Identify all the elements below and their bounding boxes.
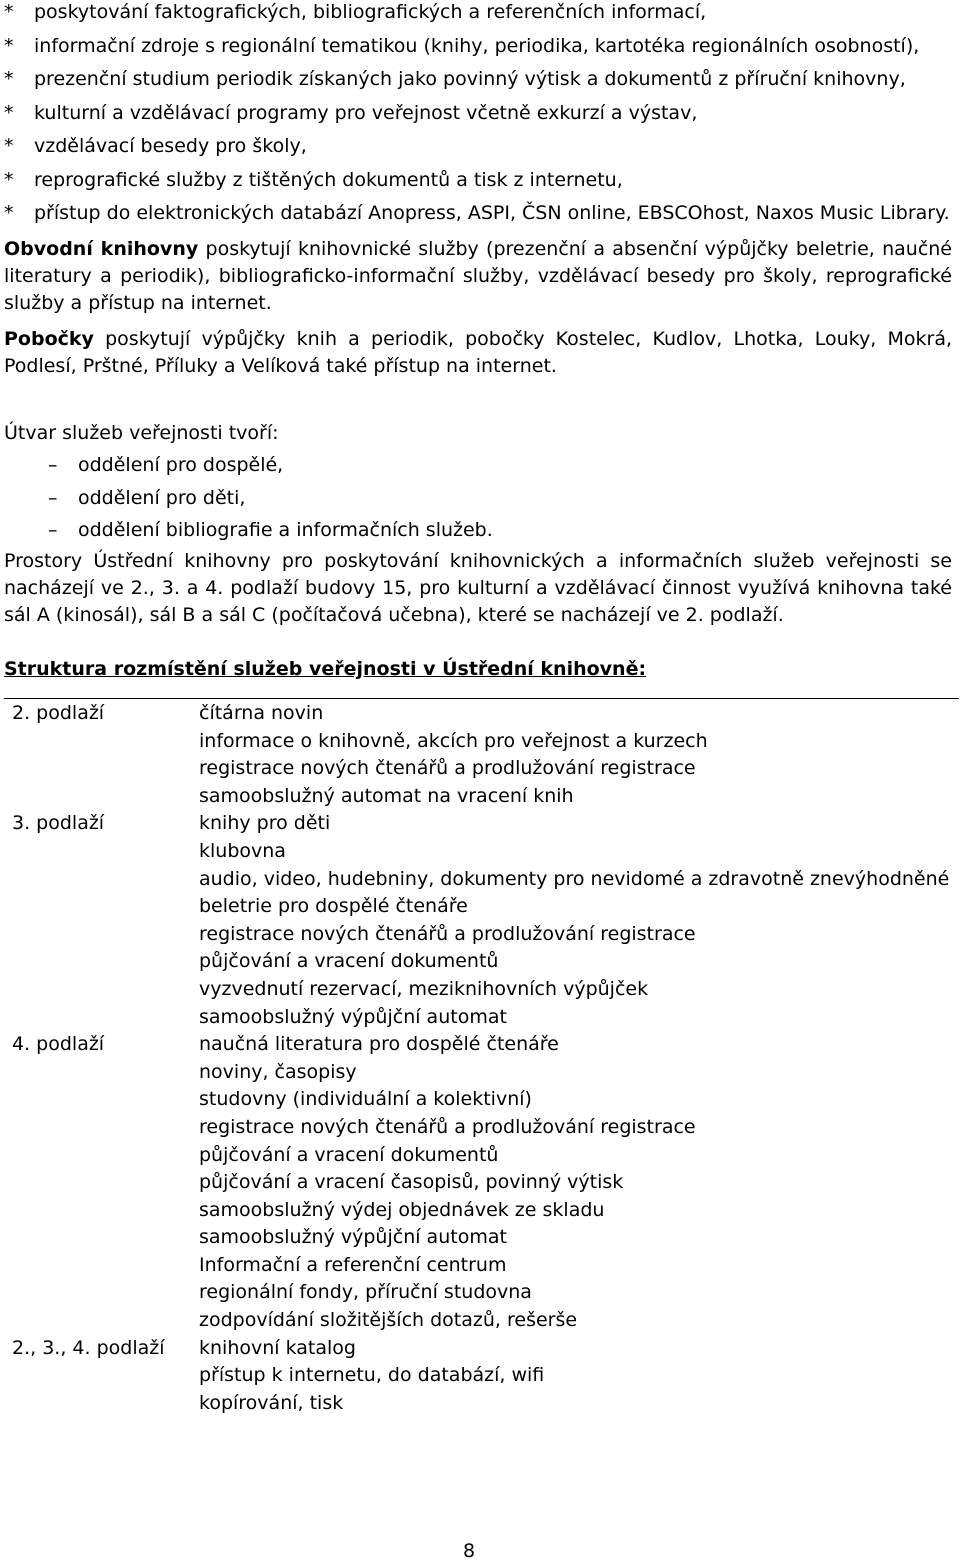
table-top-rule <box>4 698 959 699</box>
floor-item: půjčování a vracení časopisů, povinný výtisk <box>199 1171 624 1194</box>
floor-items <box>199 810 949 1031</box>
floor-item: regionální fondy, příruční studovna <box>199 1281 532 1304</box>
page-number: 8 <box>463 1540 476 1562</box>
floor-item: kopírování, tisk <box>199 1391 344 1414</box>
floor-item: čítárna novin <box>199 702 324 724</box>
bullet-symbol: * <box>4 202 14 224</box>
bullet-symbol: * <box>4 135 14 157</box>
floor-group <box>12 810 952 1031</box>
list-item <box>4 201 954 235</box>
floor-items <box>199 1335 544 1418</box>
pobocky-paragraph <box>4 326 952 380</box>
list-item <box>4 0 954 34</box>
bullet-symbol: * <box>4 34 14 57</box>
list-item <box>4 101 954 135</box>
list-item <box>4 34 954 68</box>
floor-items <box>199 700 708 810</box>
list-item-text: poskytování faktografických, bibliografických a referenčních informací, <box>34 1 707 23</box>
floor-item: knihy pro děti <box>199 812 331 835</box>
floor-item: registrace nových čtenářů a prodlužování registrace <box>199 922 696 945</box>
floor-item: samoobslužný automat na vracení knih <box>199 784 574 807</box>
list-item-text: prezenční studium periodik získaných jako povinný výtisk a dokumentů z příruční knihovny, <box>34 68 906 90</box>
dash-symbol: – <box>48 454 58 476</box>
structure-table <box>12 700 952 1417</box>
bullet-symbol: * <box>4 101 14 124</box>
bullet-symbol: * <box>4 68 14 90</box>
list-item <box>4 168 954 202</box>
floor-label: 2. podlaží <box>12 702 105 724</box>
list-item <box>4 67 954 101</box>
list-item-text: oddělení bibliografie a informačních služeb. <box>78 519 493 541</box>
list-item <box>48 452 493 485</box>
pobocky-text: poskytují výpůjčky knih a periodik, pobočky Kostelec, Kudlov, Lhotka, Louky, Mokrá, Podlesí, Prštné, Příluky a Velíková také přístup na internet. <box>4 328 952 377</box>
structure-heading: Struktura rozmístění služeb veřejnosti v Ústřední knihovně: <box>4 658 647 680</box>
services-bullet-list <box>4 0 954 235</box>
floor-group <box>12 1031 952 1335</box>
floor-label: 2., 3., 4. podlaží <box>12 1336 165 1359</box>
floor-item: audio, video, hudebniny, dokumenty pro nevidomé a zdravotně znevýhodněné <box>199 867 950 890</box>
floor-item: informace o knihovně, akcích pro veřejnost a kurzech <box>199 729 708 752</box>
floor-label: 4. podlaží <box>12 1033 105 1056</box>
list-item-text: oddělení pro děti, <box>78 486 246 509</box>
bullet-symbol: * <box>4 1 14 23</box>
floor-item: půjčování a vracení dokumentů <box>199 1143 499 1166</box>
departments-list <box>48 452 493 550</box>
dash-symbol: – <box>48 519 58 541</box>
dash-symbol: – <box>48 486 58 509</box>
floor-item: registrace nových čtenářů a prodlužování registrace <box>199 1115 696 1138</box>
floor-item: vyzvednutí rezervací, meziknihovních výpůjček <box>199 977 649 1000</box>
list-item-text: oddělení pro dospělé, <box>78 454 284 476</box>
list-item-text: přístup do elektronických databází Anopress, ASPI, ČSN online, EBSCOhost, Naxos Music Library. <box>34 202 950 224</box>
obvodni-knihovny-paragraph <box>4 236 952 317</box>
bullet-symbol: * <box>4 168 14 191</box>
floor-group <box>12 700 952 810</box>
list-item <box>4 134 954 168</box>
list-item-text: informační zdroje s regionální tematikou (knihy, periodika, kartotéka regionálních osobností), <box>34 34 920 57</box>
pobocky-term: Pobočky <box>4 328 94 350</box>
floor-item: přístup k internetu, do databází, wifi <box>199 1364 545 1387</box>
floor-item: studovny (individuální a kolektivní) <box>199 1088 532 1111</box>
floor-item: samoobslužný výpůjční automat <box>199 1005 507 1028</box>
list-item <box>48 517 493 550</box>
floor-item: noviny, časopisy <box>199 1060 357 1083</box>
floor-group <box>12 1335 952 1418</box>
obvodni-knihovny-term: Obvodní knihovny <box>4 238 199 260</box>
floor-item: beletrie pro dospělé čtenáře <box>199 895 468 918</box>
floor-item: samoobslužný výpůjční automat <box>199 1226 507 1249</box>
prostory-paragraph: Prostory Ústřední knihovny pro poskytování knihovnických a informačních služeb veřejnosti se nacházejí ve 2., 3. a 4. podlaží budovy 15, pro kulturní a vzdělávací činnost využívá knihovna také sál A (kinosál), sál B a sál C (počítačová učebna), které se nacházejí ve 2. podlaží. <box>4 550 952 626</box>
floor-item: Informační a referenční centrum <box>199 1253 507 1276</box>
floor-item: registrace nových čtenářů a prodlužování registrace <box>199 757 696 780</box>
floor-item: naučná literatura pro dospělé čtenáře <box>199 1033 559 1056</box>
list-item-text: kulturní a vzdělávací programy pro veřejnost včetně exkurzí a výstav, <box>34 101 698 124</box>
utvar-heading: Útvar služeb veřejnosti tvoří: <box>4 422 279 444</box>
floor-item: půjčování a vracení dokumentů <box>199 950 499 973</box>
floor-label: 3. podlaží <box>12 812 105 835</box>
floor-items <box>199 1031 696 1335</box>
floor-item: samoobslužný výdej objednávek ze skladu <box>199 1198 605 1221</box>
list-item-text: reprografické služby z tištěných dokumentů a tisk z internetu, <box>34 168 623 191</box>
floor-item: klubovna <box>199 839 286 862</box>
floor-item: knihovní katalog <box>199 1336 356 1359</box>
list-item <box>48 485 493 518</box>
floor-item: zodpovídání složitějších dotazů, rešerše <box>199 1309 578 1332</box>
obvodni-knihovny-text: poskytují knihovnické služby (prezenční a absenční výpůjčky beletrie, naučné literatury a periodik), bibliograficko-informační služby, vzdělávací besedy pro školy, reprografické služby a přístup na internet. <box>4 238 952 314</box>
list-item-text: vzdělávací besedy pro školy, <box>34 135 307 157</box>
